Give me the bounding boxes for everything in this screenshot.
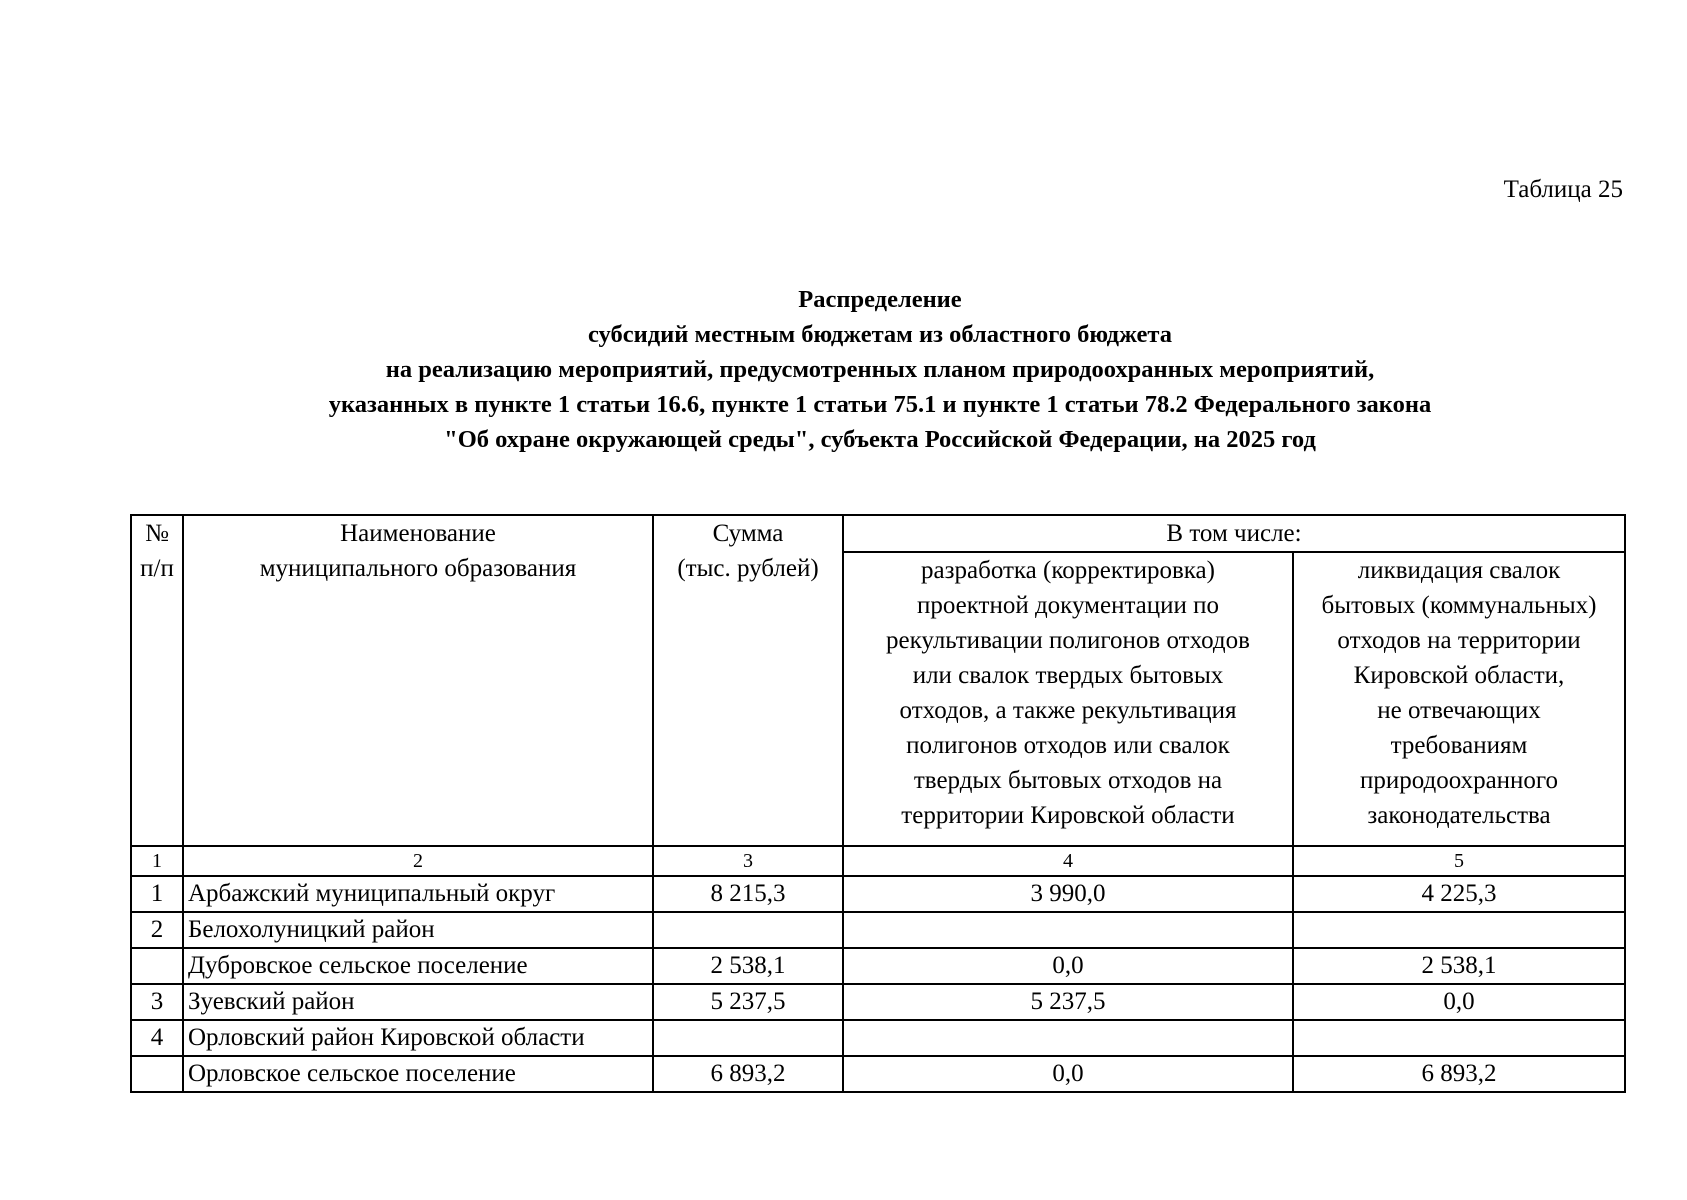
column-number: 1	[131, 846, 183, 876]
document-title	[0, 282, 1687, 457]
row-sum	[653, 1020, 843, 1056]
row-sum	[653, 912, 843, 948]
table-row	[131, 912, 1625, 948]
header-col5-line: Кировской области,	[1353, 662, 1565, 689]
row-name: Белохолуницкий район	[183, 912, 653, 948]
column-number-row	[131, 846, 1625, 876]
header-col4-line: рекультивации полигонов отходов	[886, 627, 1250, 654]
row-num: 2	[131, 912, 183, 948]
header-num-cell	[131, 515, 183, 846]
header-col4-line: разработка (корректировка)	[921, 557, 1215, 584]
row-name: Зуевский район	[183, 984, 653, 1020]
row-sum: 6 893,2	[653, 1056, 843, 1092]
header-col4-line: территории Кировской области	[901, 802, 1235, 829]
column-number: 5	[1293, 846, 1625, 876]
header-col4-line: твердых бытовых отходов на	[913, 767, 1223, 794]
table-label: Таблица 25	[1503, 176, 1623, 203]
row-col5: 4 225,3	[1293, 876, 1625, 912]
row-num: 4	[131, 1020, 183, 1056]
header-col5-line: бытовых (коммунальных)	[1321, 592, 1597, 619]
row-num	[131, 1056, 183, 1092]
row-sum: 5 237,5	[653, 984, 843, 1020]
title-line: на реализацию мероприятий, предусмотренных планом природоохранных мероприятий,	[385, 356, 1375, 383]
subsidy-distribution-table	[130, 514, 1626, 1093]
row-col5: 2 538,1	[1293, 948, 1625, 984]
header-col5-line: требованиям	[1390, 732, 1528, 759]
header-col5-line: не отвечающих	[1377, 697, 1541, 724]
header-col4-line: проектной документации по	[916, 592, 1220, 619]
header-sum-line: (тыс. рублей)	[677, 555, 819, 582]
row-num: 3	[131, 984, 183, 1020]
header-col5-line: законодательства	[1367, 802, 1551, 829]
column-number: 3	[653, 846, 843, 876]
header-name-line: муниципального образования	[259, 555, 577, 582]
row-col4	[843, 912, 1293, 948]
title-line: субсидий местным бюджетам из областного бюджета	[588, 321, 1172, 348]
title-line: "Об охране окружающей среды", субъекта Российской Федерации, на 2025 год	[444, 426, 1316, 453]
row-name: Арбажский муниципальный округ	[183, 876, 653, 912]
row-col5: 6 893,2	[1293, 1056, 1625, 1092]
row-col4: 0,0	[843, 1056, 1293, 1092]
table-row	[131, 876, 1625, 912]
row-col5	[1293, 1020, 1625, 1056]
header-num-line: п/п	[140, 555, 174, 582]
header-row	[131, 515, 1625, 552]
column-number: 4	[843, 846, 1293, 876]
header-col4-line: полигонов отходов или свалок	[906, 732, 1230, 759]
row-num: 1	[131, 876, 183, 912]
table-row	[131, 1056, 1625, 1092]
table-row	[131, 948, 1625, 984]
row-col4	[843, 1020, 1293, 1056]
column-number: 2	[183, 846, 653, 876]
title-line: указанных в пункте 1 статьи 16.6, пункте 1 статьи 75.1 и пункте 1 статьи 78.2 Федерального закона	[328, 391, 1432, 418]
row-sum: 8 215,3	[653, 876, 843, 912]
header-col4-line: отходов, а также рекультивация	[899, 697, 1237, 724]
table-row	[131, 1020, 1625, 1056]
header-col5-line: природоохранного	[1359, 767, 1559, 794]
row-name: Дубровское сельское поселение	[183, 948, 653, 984]
row-sum: 2 538,1	[653, 948, 843, 984]
header-name-line: Наименование	[340, 520, 496, 547]
header-col5-line: ликвидация свалок	[1357, 557, 1561, 584]
row-col5: 0,0	[1293, 984, 1625, 1020]
header-name-cell	[183, 515, 653, 846]
header-col5-cell	[1293, 552, 1625, 846]
row-name: Орловское сельское поселение	[183, 1056, 653, 1092]
title-line: Распределение	[798, 286, 962, 313]
header-sum-line: Сумма	[712, 520, 784, 547]
header-including-cell: В том числе:	[843, 515, 1625, 552]
row-col4: 5 237,5	[843, 984, 1293, 1020]
header-col5-line: отходов на территории	[1337, 627, 1581, 654]
row-col5	[1293, 912, 1625, 948]
header-col4-cell	[843, 552, 1293, 846]
header-sum-cell	[653, 515, 843, 846]
table-row	[131, 984, 1625, 1020]
header-num-line: №	[145, 520, 169, 547]
row-col4: 3 990,0	[843, 876, 1293, 912]
row-num	[131, 948, 183, 984]
header-col4-line: или свалок твердых бытовых	[912, 662, 1224, 689]
row-name: Орловский район Кировской области	[183, 1020, 653, 1056]
row-col4: 0,0	[843, 948, 1293, 984]
